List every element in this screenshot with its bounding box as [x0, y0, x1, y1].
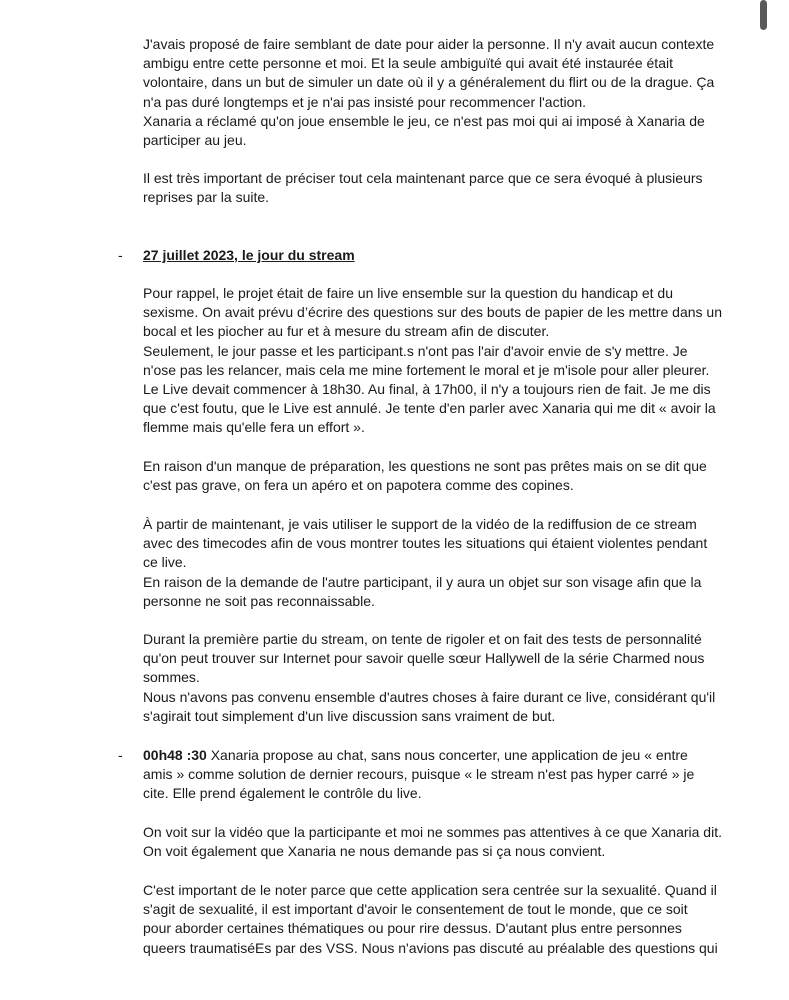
text-line: En raison de la demande de l'autre participant, il y aura un objet sur son visage afin que la — [143, 573, 702, 590]
text-line: n'ose pas les relancer, mais cela me mine fortement le moral et je m'isole pour aller pleurer. — [143, 361, 710, 378]
text-line: Pour rappel, le projet était de faire un live ensemble sur la question du handicap et du — [143, 285, 674, 301]
section-heading-stream-day — [143, 246, 703, 265]
bullet-dash: - — [118, 747, 123, 763]
text-line: participer au jeu. — [143, 131, 247, 148]
text-line: Nous n'avons pas convenu ensemble d'autres choses à faire durant ce live, considérant qu'il — [143, 688, 716, 705]
text-line: On voit également que Xanaria ne nous demande pas si ça nous convient. — [143, 843, 606, 860]
timecode-entry — [143, 746, 703, 804]
text-line: Seulement, le jour passe et les participant.s n'ont pas l'air d'avoir envie de s'y mettre. Je — [143, 342, 688, 359]
bullet-dash: - — [118, 247, 123, 263]
paragraph-first-part — [143, 630, 716, 726]
text-line: s'agit de sexualité, il est important d'avoir le consentement de tout le monde, que ce soit — [143, 901, 688, 918]
timecode-line — [143, 746, 703, 765]
timecode: 00h48 :30 — [143, 747, 207, 763]
text-line: ambigu entre cette personne et moi. Et la seule ambiguïté qui avait été instaurée était — [143, 55, 673, 72]
text-line: c'est pas grave, on fera un apéro et on papotera comme des copines. — [143, 477, 574, 494]
scrollbar-thumb[interactable] — [760, 0, 767, 30]
timecode-text: Xanaria propose au chat, sans nous concerter, une application de jeu « entre — [206, 747, 688, 763]
text-line: qu'on peut trouver sur Internet pour savoir quelle sœur Hallywell de la série Charmed nous — [143, 650, 705, 667]
text-line: queers traumatiséEs par des VSS. Nous n'avions pas discuté au préalable des questions qui — [143, 939, 718, 956]
text-line: s'agirait tout simplement d'un live discussion sans vraiment de but. — [143, 707, 556, 724]
text-line: volontaire, dans un but de simuler un date où il y a généralement du flirt ou de la drague. Ça — [143, 74, 715, 91]
text-line: bocal et les piocher au fur et à mesure du stream afin de discuter. — [143, 323, 550, 340]
text-line: reprises par la suite. — [143, 189, 270, 206]
text-line: On voit sur la vidéo que la participante et moi ne sommes pas attentives à ce que Xanaria dit. — [143, 824, 722, 840]
text-line: n'a pas duré longtemps et je n'ai pas insisté pour recommencer l'action. — [143, 93, 587, 110]
text-line: C'est important de le noter parce que cette application sera centrée sur la sexualité. Quand il — [143, 882, 717, 898]
paragraph-video-support — [143, 515, 708, 611]
paragraph-preparation — [143, 457, 707, 495]
text-line: Le Live devait commencer à 18h30. Au final, à 17h00, il n'y a toujours rien de fait. Je me dis — [143, 380, 711, 397]
text-line: Il est très important de préciser tout cela maintenant parce que ce sera évoqué à plusieurs — [143, 170, 703, 186]
paragraph-reminder — [143, 284, 722, 438]
text-line: ce live. — [143, 554, 187, 571]
paragraph-consent — [143, 881, 718, 958]
text-line: personne ne soit pas reconnaissable. — [143, 592, 375, 609]
text-line: avec des timecodes afin de vous montrer toutes les situations qui étaient violentes pendant — [143, 535, 708, 552]
text-line: En raison d'un manque de préparation, les questions ne sont pas prêtes mais on se dit que — [143, 458, 707, 474]
text-line: cite. Elle prend également le contrôle du live. — [143, 785, 422, 802]
text-line: Durant la première partie du stream, on tente de rigoler et on fait des tests de personnalité — [143, 631, 702, 647]
text-line: À partir de maintenant, je vais utiliser le support de la vidéo de la rediffusion de ce stream — [143, 516, 697, 532]
text-line: Xanaria a réclamé qu'on joue ensemble le jeu, ce n'est pas moi qui ai imposé à Xanaria de — [143, 112, 705, 129]
paragraph-video-observation — [143, 823, 722, 861]
text-line: sommes. — [143, 669, 200, 686]
text-line: J'avais proposé de faire semblant de date pour aider la personne. Il n'y avait aucun contexte — [143, 36, 715, 52]
text-line: que c'est foutu, que le Live est annulé. Je tente d'en parler avec Xanaria qui me dit « avoir la — [143, 400, 716, 417]
paragraph-important-note — [143, 169, 703, 207]
text-line: sexisme. On avait prévu d’écrire des questions sur des bouts de papier de les mettre dans un — [143, 304, 722, 321]
text-line: pour aborder certaines thématiques ou pour rire dessus. D'autant plus entre personnes — [143, 920, 682, 937]
text-line: amis » comme solution de dernier recours, puisque « le stream n'est pas hyper carré » je — [143, 766, 695, 783]
heading-date: 27 juillet 2023, le jour du stream — [143, 247, 355, 263]
text-line: flemme mais qu'elle fera un effort ». — [143, 419, 365, 436]
paragraph-date-context — [143, 35, 715, 150]
